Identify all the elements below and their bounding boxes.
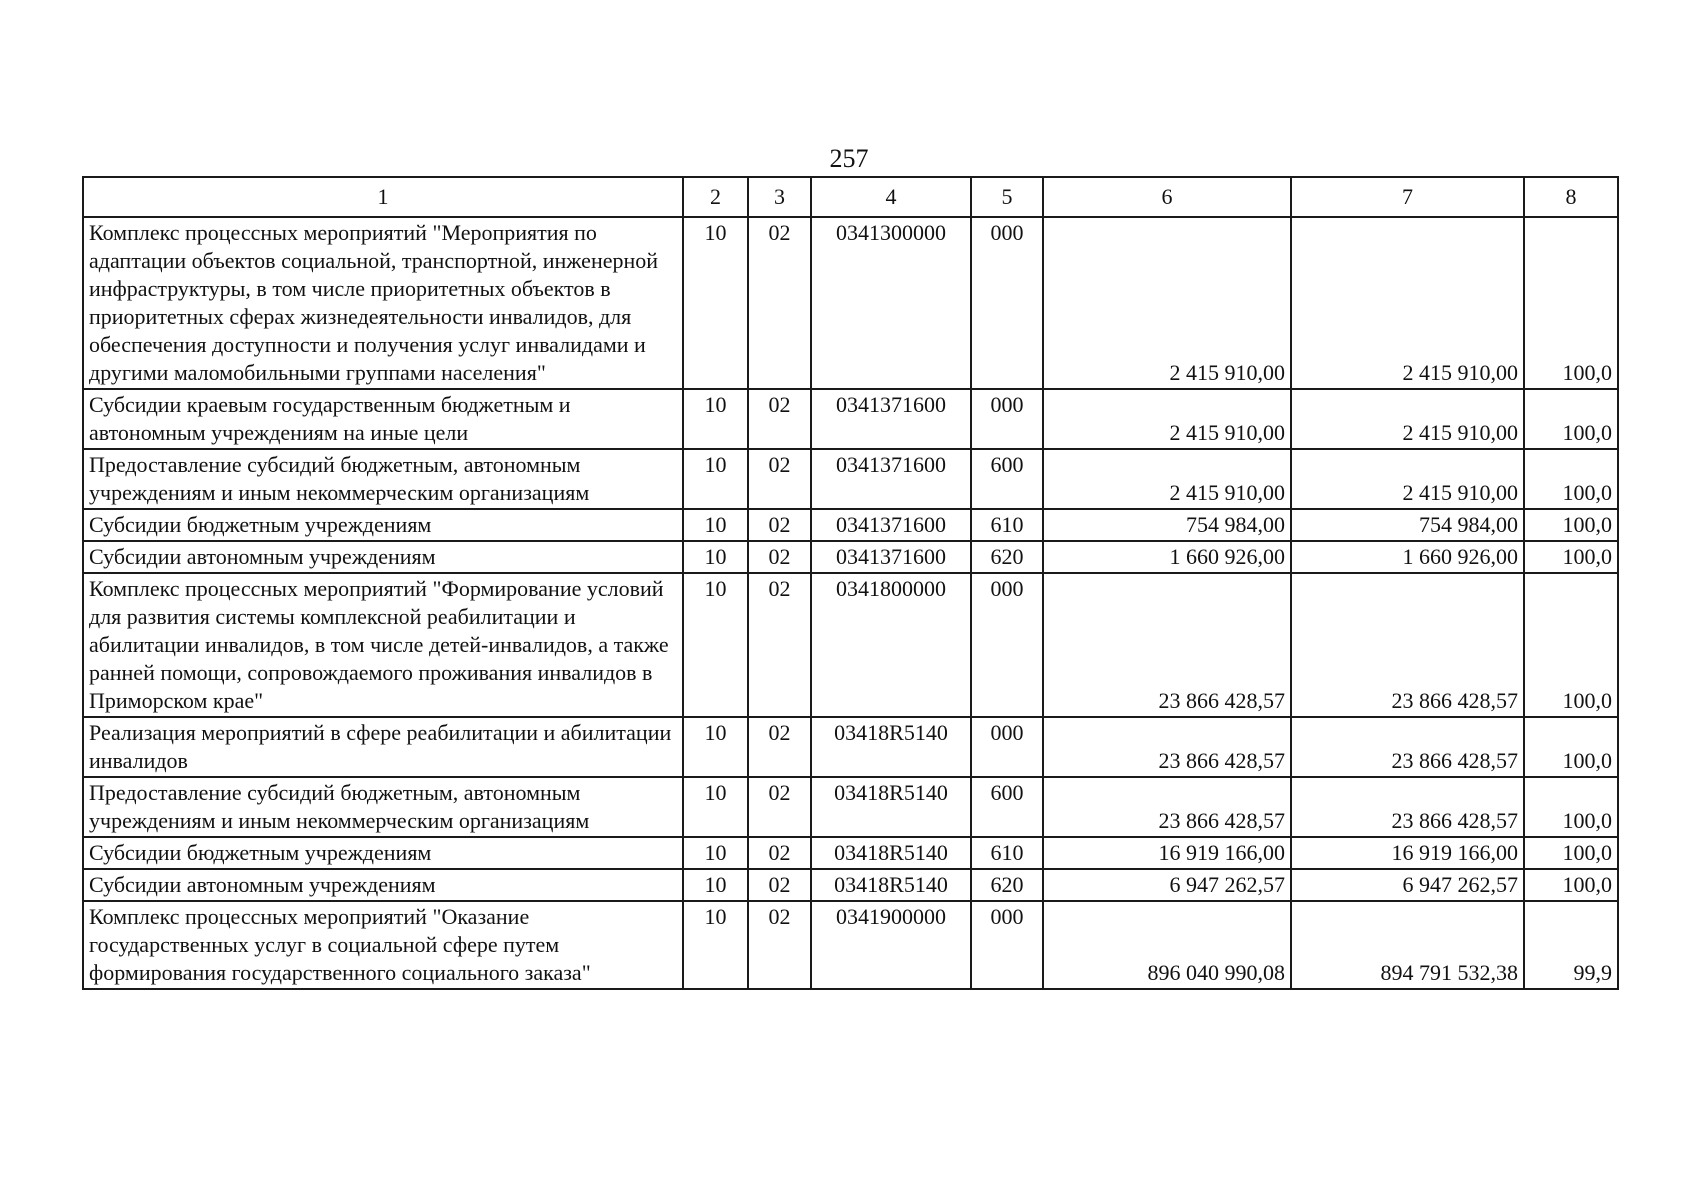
row-percent: 100,0 bbox=[1524, 449, 1618, 509]
row-section: 10 bbox=[683, 541, 748, 573]
row-target-article: 0341371600 bbox=[811, 541, 971, 573]
row-name: Субсидии автономным учреждениям bbox=[83, 541, 683, 573]
row-executed: 23 866 428,57 bbox=[1291, 777, 1524, 837]
row-subsection: 02 bbox=[748, 837, 811, 869]
row-planned: 23 866 428,57 bbox=[1043, 777, 1291, 837]
row-percent: 100,0 bbox=[1524, 837, 1618, 869]
row-planned: 6 947 262,57 bbox=[1043, 869, 1291, 901]
table-row bbox=[83, 389, 1618, 449]
row-percent: 100,0 bbox=[1524, 509, 1618, 541]
row-subsection: 02 bbox=[748, 717, 811, 777]
row-planned: 23 866 428,57 bbox=[1043, 573, 1291, 717]
row-section: 10 bbox=[683, 217, 748, 389]
row-planned: 754 984,00 bbox=[1043, 509, 1291, 541]
row-section: 10 bbox=[683, 509, 748, 541]
row-planned: 1 660 926,00 bbox=[1043, 541, 1291, 573]
row-percent: 99,9 bbox=[1524, 901, 1618, 989]
row-executed: 23 866 428,57 bbox=[1291, 717, 1524, 777]
row-planned: 896 040 990,08 bbox=[1043, 901, 1291, 989]
row-section: 10 bbox=[683, 717, 748, 777]
row-expense-type: 000 bbox=[971, 717, 1043, 777]
row-target-article: 0341371600 bbox=[811, 509, 971, 541]
table-row bbox=[83, 509, 1618, 541]
row-executed: 754 984,00 bbox=[1291, 509, 1524, 541]
row-executed: 2 415 910,00 bbox=[1291, 217, 1524, 389]
row-expense-type: 610 bbox=[971, 509, 1043, 541]
row-name: Субсидии бюджетным учреждениям bbox=[83, 509, 683, 541]
table-row bbox=[83, 217, 1618, 389]
row-name: Реализация мероприятий в сфере реабилитации и абилитации инвалидов bbox=[83, 717, 683, 777]
row-planned: 2 415 910,00 bbox=[1043, 449, 1291, 509]
row-section: 10 bbox=[683, 573, 748, 717]
row-target-article: 0341900000 bbox=[811, 901, 971, 989]
row-percent: 100,0 bbox=[1524, 217, 1618, 389]
row-percent: 100,0 bbox=[1524, 389, 1618, 449]
row-planned: 2 415 910,00 bbox=[1043, 389, 1291, 449]
row-section: 10 bbox=[683, 449, 748, 509]
row-name: Субсидии автономным учреждениям bbox=[83, 869, 683, 901]
table-row bbox=[83, 541, 1618, 573]
row-expense-type: 000 bbox=[971, 901, 1043, 989]
header-cell-expense-type: 5 bbox=[971, 177, 1043, 217]
row-executed: 6 947 262,57 bbox=[1291, 869, 1524, 901]
row-subsection: 02 bbox=[748, 217, 811, 389]
row-subsection: 02 bbox=[748, 449, 811, 509]
row-subsection: 02 bbox=[748, 777, 811, 837]
row-percent: 100,0 bbox=[1524, 869, 1618, 901]
header-cell-subsection: 3 bbox=[748, 177, 811, 217]
table-row bbox=[83, 717, 1618, 777]
row-expense-type: 600 bbox=[971, 449, 1043, 509]
table-row bbox=[83, 869, 1618, 901]
row-subsection: 02 bbox=[748, 573, 811, 717]
row-expense-type: 620 bbox=[971, 869, 1043, 901]
header-cell-executed: 7 bbox=[1291, 177, 1524, 217]
row-expense-type: 000 bbox=[971, 217, 1043, 389]
row-executed: 1 660 926,00 bbox=[1291, 541, 1524, 573]
row-name: Комплекс процессных мероприятий "Оказание государственных услуг в социальной сфере путем формирования государственного социального заказа" bbox=[83, 901, 683, 989]
row-section: 10 bbox=[683, 869, 748, 901]
row-planned: 16 919 166,00 bbox=[1043, 837, 1291, 869]
row-expense-type: 000 bbox=[971, 573, 1043, 717]
header-cell-section: 2 bbox=[683, 177, 748, 217]
row-section: 10 bbox=[683, 777, 748, 837]
row-target-article: 0341300000 bbox=[811, 217, 971, 389]
budget-table bbox=[82, 176, 1619, 990]
page-number: 257 bbox=[829, 144, 869, 173]
row-planned: 2 415 910,00 bbox=[1043, 217, 1291, 389]
header-cell-name: 1 bbox=[83, 177, 683, 217]
row-target-article: 03418R5140 bbox=[811, 717, 971, 777]
row-section: 10 bbox=[683, 389, 748, 449]
table-row bbox=[83, 837, 1618, 869]
row-name: Комплекс процессных мероприятий "Формирование условий для развития системы комплексной реабилитации и абилитации инвалидов, в том числе детей-инвалидов, а также ранней помощи, сопровождаемого проживания инвалидов в Приморском крае" bbox=[83, 573, 683, 717]
row-subsection: 02 bbox=[748, 869, 811, 901]
row-expense-type: 610 bbox=[971, 837, 1043, 869]
row-name: Комплекс процессных мероприятий "Мероприятия по адаптации объектов социальной, транспортной, инженерной инфраструктуры, в том числе приоритетных объектов в приоритетных сферах жизнедеятельности инвалидов, для обеспечения доступности и получения услуг инвалидами и другими маломобильными группами населения" bbox=[83, 217, 683, 389]
row-executed: 2 415 910,00 bbox=[1291, 389, 1524, 449]
table-header-row bbox=[83, 177, 1618, 217]
header-cell-percent: 8 bbox=[1524, 177, 1618, 217]
row-executed: 894 791 532,38 bbox=[1291, 901, 1524, 989]
row-executed: 23 866 428,57 bbox=[1291, 573, 1524, 717]
row-percent: 100,0 bbox=[1524, 541, 1618, 573]
row-section: 10 bbox=[683, 901, 748, 989]
row-executed: 16 919 166,00 bbox=[1291, 837, 1524, 869]
row-percent: 100,0 bbox=[1524, 573, 1618, 717]
row-percent: 100,0 bbox=[1524, 777, 1618, 837]
header-cell-target-article: 4 bbox=[811, 177, 971, 217]
row-expense-type: 620 bbox=[971, 541, 1043, 573]
row-subsection: 02 bbox=[748, 389, 811, 449]
row-target-article: 03418R5140 bbox=[811, 869, 971, 901]
row-planned: 23 866 428,57 bbox=[1043, 717, 1291, 777]
row-target-article: 03418R5140 bbox=[811, 777, 971, 837]
row-subsection: 02 bbox=[748, 901, 811, 989]
row-name: Предоставление субсидий бюджетным, автономным учреждениям и иным некоммерческим организациям bbox=[83, 777, 683, 837]
table-row bbox=[83, 573, 1618, 717]
row-section: 10 bbox=[683, 837, 748, 869]
row-name: Субсидии бюджетным учреждениям bbox=[83, 837, 683, 869]
row-subsection: 02 bbox=[748, 541, 811, 573]
row-target-article: 03418R5140 bbox=[811, 837, 971, 869]
row-expense-type: 600 bbox=[971, 777, 1043, 837]
row-executed: 2 415 910,00 bbox=[1291, 449, 1524, 509]
row-name: Предоставление субсидий бюджетным, автономным учреждениям и иным некоммерческим организациям bbox=[83, 449, 683, 509]
row-target-article: 0341371600 bbox=[811, 389, 971, 449]
row-target-article: 0341371600 bbox=[811, 449, 971, 509]
row-percent: 100,0 bbox=[1524, 717, 1618, 777]
row-name: Субсидии краевым государственным бюджетным и автономным учреждениям на иные цели bbox=[83, 389, 683, 449]
row-expense-type: 000 bbox=[971, 389, 1043, 449]
header-cell-planned: 6 bbox=[1043, 177, 1291, 217]
row-subsection: 02 bbox=[748, 509, 811, 541]
table-row bbox=[83, 901, 1618, 989]
table-row bbox=[83, 449, 1618, 509]
row-target-article: 0341800000 bbox=[811, 573, 971, 717]
table-row bbox=[83, 777, 1618, 837]
